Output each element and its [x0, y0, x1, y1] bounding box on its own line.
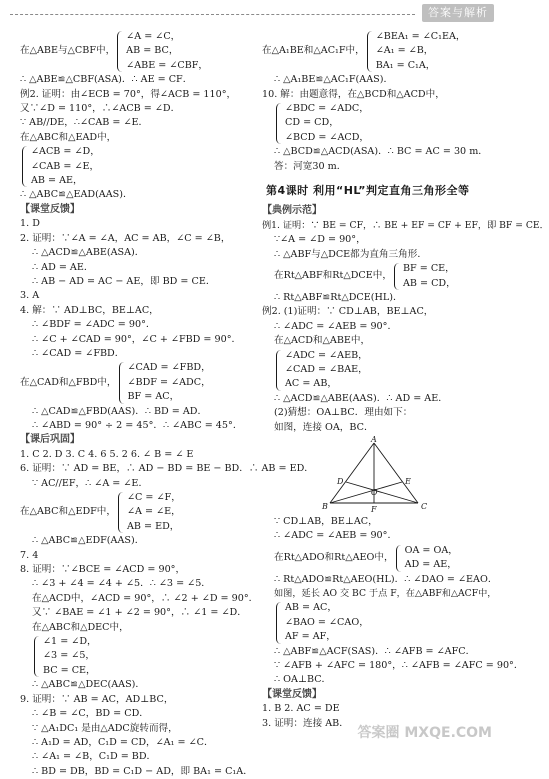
text-line: ∴ △BCD≌△ACD(ASA)．∴ BC = AC = 30 m． — [274, 146, 488, 158]
text-line: ∴ △ABF≌△ACF(SAS)．∴ ∠AFB = ∠AFC． — [274, 645, 476, 657]
text-line: ∴ Rt△ABF≌Rt△DCE(HL)． — [274, 291, 403, 303]
text-line: ∠BCD = ∠ACD， — [285, 131, 370, 143]
text-line: ∠ABE = ∠CBF， — [126, 59, 209, 71]
text-line: BF = CE， — [402, 263, 455, 275]
text-line: 在△ABE与△CBF中， — [20, 45, 116, 57]
text-line: ∴ ∠BDF = ∠ADC = 90°． — [32, 319, 156, 331]
text-line: ∴ BD = DB，BD = C₁D − AD，即 BA₁ = C₁A． — [32, 765, 253, 777]
label-d: D — [337, 476, 344, 486]
brace — [22, 146, 28, 187]
lesson-title: 第4课时 利用“HL”判定直角三角形全等 — [266, 184, 470, 198]
proof-system — [20, 361, 252, 404]
text-line: ∴ A₁D = AD，C₁D = CD，∠A₁ = ∠C． — [32, 736, 214, 748]
text-line: ∴ ∠ABD = 90° ÷ 2 = 45°．∴ ∠ABC = 45°． — [32, 419, 243, 431]
text-line: 例1. 证明：∵ BE = CF，∴ BE + EF = CF + EF，即 BF = CE． — [262, 219, 549, 231]
text-line: AB = AC， — [285, 602, 337, 614]
proof-system — [20, 635, 252, 678]
label-o: O — [371, 487, 378, 497]
text-line: CD = CD， — [285, 117, 339, 129]
text-line: ∠A = ∠C， — [126, 31, 181, 42]
text-line: ∵ ∠AFB + ∠AFC = 180°，∴ ∠AFB = ∠AFC = 90°． — [274, 660, 524, 672]
text-line: ∠1 = ∠D， — [43, 636, 97, 648]
text-line: ∴ △CAD≌△FBD(AAS)．∴ BD = AD． — [32, 405, 208, 417]
text-line: BF = AC， — [127, 391, 180, 403]
text-line: 在△ABC和△EAD中， — [20, 131, 117, 143]
label-a: A — [371, 434, 377, 444]
text-line: ∵ AB//DE，∴∠CAB = ∠E． — [20, 117, 149, 129]
proof-system — [20, 145, 252, 188]
proof-system — [262, 30, 496, 73]
text-line: AB = AE， — [31, 175, 83, 187]
text-line: 8. 证明：∵∠BCE = ∠ACD = 90°， — [20, 564, 186, 576]
text-line: ∴ ∠C + ∠CAD = 90°，∠C + ∠FBD = 90°． — [32, 333, 242, 345]
section-heading: 【课后巩固】 — [20, 434, 80, 446]
text-line: OA = OA， — [404, 544, 458, 556]
text-line: ∴ △ABC≌△EAD(AAS)． — [20, 189, 133, 201]
brace — [34, 636, 40, 677]
text-line: 又∵∠D = 110°，∴∠ACB = ∠D． — [20, 103, 181, 115]
text-line: ∵ AC//EF，∴ ∠A = ∠E． — [32, 477, 149, 489]
text-line: ∠CAD = ∠BAE， — [285, 363, 368, 375]
text-line: 例2. (1)证明：∵ CD⊥AB，BE⊥AC， — [262, 306, 434, 318]
text-line: 又∵ ∠BAE = ∠1 + ∠2 = 90°，∴ ∠1 = ∠D． — [32, 607, 247, 619]
text-line: 在△ACD和△ABE中， — [274, 335, 371, 347]
label-c: C — [421, 501, 428, 511]
text-line: ∴ AB − AD = AC − AE，即 BD = CE． — [32, 275, 216, 287]
text-line: 9. 证明：∵ AB = AC，AD⊥BC， — [20, 693, 174, 705]
brace — [119, 362, 125, 403]
brace — [276, 602, 282, 643]
text-line: BA₁ = C₁A， — [375, 59, 436, 71]
text-line: 1. C 2. D 3. C 4. 6 5. 2 6. ∠ B = ∠ E — [20, 448, 194, 460]
text-line: 在△A₁BE和△AC₁F中， — [262, 45, 365, 57]
text-line: ∴ ∠CAD = ∠FBD． — [32, 347, 125, 359]
text-line: 1. D — [20, 218, 40, 230]
proof-system — [262, 601, 496, 644]
text-line: ∴ AD = AE． — [32, 261, 94, 273]
text-line: ∴ ∠B = ∠C，BD = CD． — [32, 708, 149, 720]
brace — [276, 103, 282, 144]
text-line: ∴ △ABF与△DCE都为直角三角形． — [274, 248, 427, 260]
text-line: AB = BC， — [126, 45, 179, 57]
text-line: 在Rt△ADO和Rt△AEO中， — [274, 551, 394, 563]
text-line: ∠ADC = ∠AEB， — [285, 349, 368, 361]
brace — [117, 31, 123, 72]
text-line: ∴ ∠ADC = ∠AEB = 90°． — [274, 320, 398, 332]
text-line: ∴ ∠ADC = ∠AEB = 90°． — [274, 530, 398, 542]
text-line: BC = CE， — [43, 664, 96, 676]
text-line: 2. 证明：∵∠A = ∠A，AC = AB，∠C = ∠B， — [20, 232, 231, 244]
text-line: 在△ACD中，∠ACD = 90°，∴ ∠2 + ∠D = 90°． — [32, 592, 259, 604]
proof-system — [262, 262, 496, 291]
label-e: E — [405, 476, 411, 486]
segment-ac — [374, 443, 418, 503]
text-line: ∴ OA⊥BC． — [274, 674, 332, 686]
text-line: AF = AF， — [285, 631, 336, 643]
text-line: ∠C = ∠F， — [126, 492, 181, 503]
text-line: 3. 证明：连接 AB． — [262, 717, 349, 729]
segment-ab — [330, 443, 374, 503]
text-line: 在△CAD和△FBD中， — [20, 376, 117, 388]
proof-system — [20, 491, 252, 534]
brace — [367, 31, 373, 72]
text-line: 在Rt△ABF和Rt△DCE中， — [274, 270, 392, 282]
right-column — [262, 30, 549, 731]
text-line: ∴ Rt△ADO≌Rt△AEO(HL)．∴ ∠DAO = ∠EAO． — [274, 573, 498, 585]
brace — [276, 350, 282, 391]
text-line: ∠A₁ = ∠B， — [375, 45, 434, 57]
proof-system — [20, 30, 252, 73]
section-heading: 【典例示范】 — [262, 205, 322, 217]
text-line: ∵ CD⊥AB，BE⊥AC， — [274, 515, 378, 527]
header-divider — [10, 14, 415, 15]
text-line: ∴ △ABC≌△EDF(AAS)． — [32, 535, 145, 547]
text-line: 6. 证明：∵ AD = BE，∴ AD − BD = BE − BD．∴ AB = ED． — [20, 463, 314, 475]
proof-system — [262, 102, 496, 145]
text-line: AB = ED， — [126, 520, 180, 532]
text-line: 在△ABC和△EDF中， — [20, 506, 116, 518]
header-tag: 答案与解析 — [422, 4, 494, 22]
watermark: 答案圈 MXQE.COM — [357, 725, 492, 741]
proof-system — [262, 544, 496, 573]
brace — [396, 545, 402, 572]
text-line: ∠3 = ∠5， — [43, 650, 96, 662]
brace — [394, 263, 400, 290]
text-line: ∠CAB = ∠E， — [31, 160, 100, 172]
text-line: 7. 4 — [20, 549, 39, 561]
text-line: AB = CD， — [402, 277, 456, 289]
text-line: ∴ △ACD≌△ABE(ASA)． — [32, 247, 145, 259]
section-heading: 【课堂反馈】 — [20, 203, 80, 215]
proof-system — [262, 349, 496, 392]
text-line: 3. A — [20, 290, 40, 302]
text-line: ∠ACB = ∠D， — [31, 146, 100, 158]
text-line: ∠BAO = ∠CAO， — [285, 616, 369, 628]
text-line: (2)猜想：OA⊥BC．理由如下： — [274, 407, 413, 419]
text-line: ∵∠A = ∠D = 90°， — [274, 234, 366, 246]
text-line: 在△ABC和△DEC中， — [32, 621, 129, 633]
text-line: 10. 解：由题意得，在△BCD和△ACD中， — [262, 88, 445, 100]
text-line: ∠CAD = ∠FBD， — [127, 362, 211, 374]
text-line: 例2. 证明：由∠ECB = 70°，得∠ACB = 110°， — [20, 88, 237, 100]
brace — [118, 492, 124, 533]
text-line: 如图，连接 OA，BC． — [274, 421, 374, 433]
text-line: ∴ △ACD≌△ABE(AAS)．∴ AD = AE． — [274, 392, 448, 404]
text-line: 4. 解：∵ AD⊥BC，BE⊥AC， — [20, 304, 159, 316]
text-line: AC = AB， — [285, 378, 337, 390]
label-b: B — [322, 501, 328, 511]
section-heading: 【课堂反馈】 — [262, 688, 322, 700]
text-line: ∵ △A₁DC₁ 是由△ADC旋转而得， — [32, 722, 178, 734]
text-line: ∴ △A₁BE≌△AC₁F(AAS)． — [274, 74, 394, 86]
text-line: ∠BEA₁ = ∠C₁EA， — [375, 31, 466, 42]
text-line: ∴ ∠3 + ∠4 = ∠4 + ∠5．∴ ∠3 = ∠5． — [32, 578, 211, 590]
text-line: ∠BDC = ∠ADC， — [285, 103, 369, 115]
label-f: F — [371, 504, 377, 514]
text-line: ∠A = ∠E， — [126, 506, 181, 518]
text-line: ∴ △ABE≌△CBF(ASA)．∴ AE = CF． — [20, 74, 193, 86]
text-line: ∴ △ABC≌△DEC(AAS)． — [32, 679, 145, 691]
text-line: AD = AE， — [404, 559, 457, 571]
triangle-figure — [322, 434, 432, 514]
text-line: 如图，延长 AO 交 BC 于点 F，在△ABF和△ACF中， — [274, 588, 497, 599]
text-line: 答：河宽30 m． — [274, 160, 347, 172]
text-line: ∠BDF = ∠ADC， — [127, 376, 211, 388]
text-line: 1. B 2. AC = DE — [262, 703, 340, 715]
text-line: ∴ ∠A₁ = ∠B，C₁D = BD． — [32, 751, 157, 763]
